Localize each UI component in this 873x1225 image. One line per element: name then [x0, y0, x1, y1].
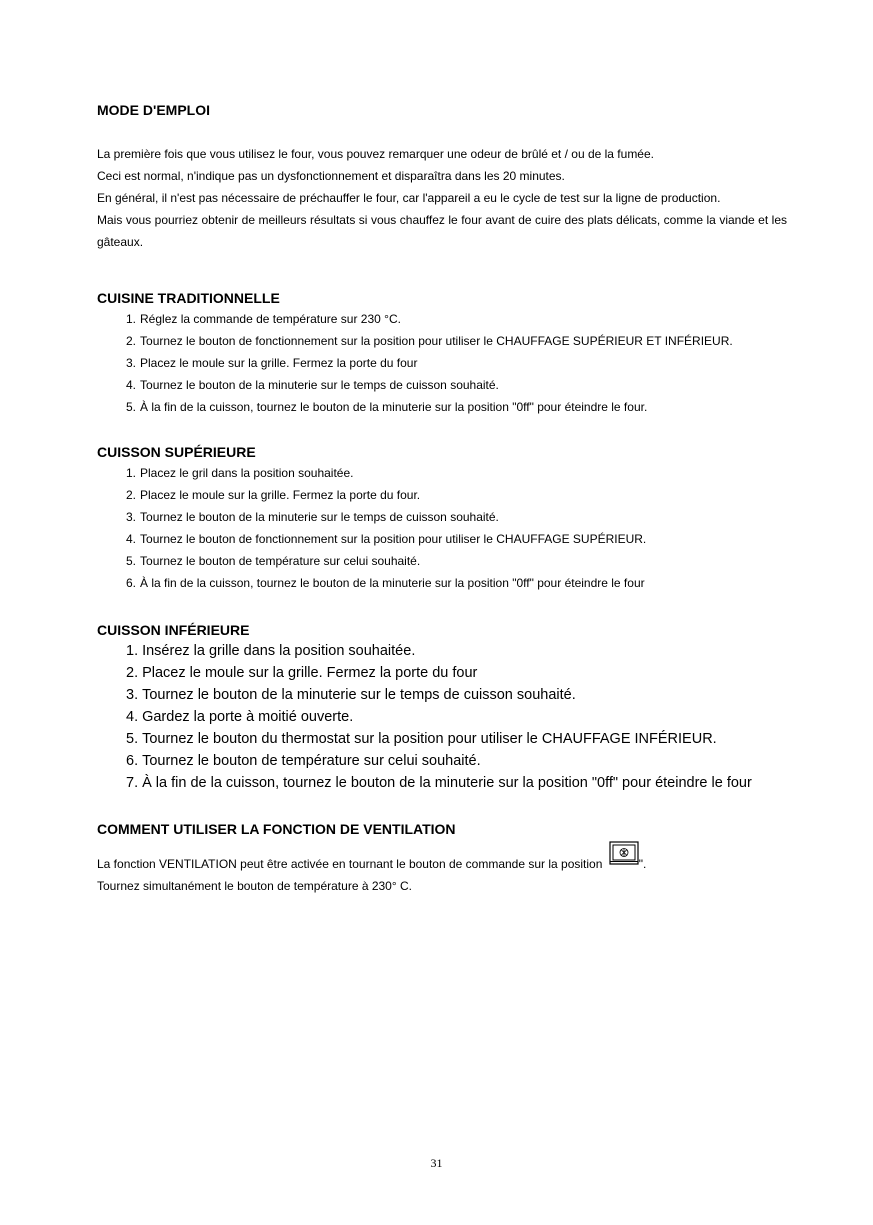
ventilation-text	[97, 847, 787, 897]
list-item: 2. Tournez le bouton de fonctionnement sur la position pour utiliser le CHAUFFAGE SUPÉRIEUR ET INFÉRIEUR.	[126, 334, 733, 348]
oven-fan-icon	[609, 841, 639, 865]
cuisine-traditionnelle-heading: CUISINE TRADITIONNELLE	[97, 290, 280, 306]
list-item: 1. Placez le gril dans la position souhaitée.	[126, 466, 354, 480]
cuisine-traditionnelle-section	[97, 289, 787, 307]
cuisson-superieure-section	[97, 443, 787, 461]
list-item: 1. Insérez la grille dans la position souhaitée.	[126, 643, 416, 659]
list-item: 1. Réglez la commande de température sur 230 °C.	[126, 312, 401, 326]
list-item: 5. Tournez le bouton de température sur celui souhaité.	[126, 554, 421, 568]
intro-line: En général, il n'est pas nécessaire de préchauffer le four, car l'appareil a eu le cycle de test sur la ligne de production.	[97, 191, 721, 205]
page-number: 31	[430, 1156, 443, 1170]
list-item: 4. Tournez le bouton de la minuterie sur le temps de cuisson souhaité.	[126, 378, 499, 392]
intro-line: La première fois que vous utilisez le four, vous pouvez remarquer une odeur de brûlé et / ou de la fumée.	[97, 147, 654, 161]
ventilation-section	[97, 820, 787, 838]
list-item: 2. Placez le moule sur la grille. Fermez la porte du four.	[126, 488, 421, 502]
list-item: 5. Tournez le bouton du thermostat sur la position pour utiliser le CHAUFFAGE INFÉRIEUR.	[126, 731, 717, 747]
intro-line: Mais vous pourriez obtenir de meilleurs résultats si vous chauffez le four avant de cuire des plats délicats, comme la viande et les gâteaux.	[97, 213, 787, 249]
cuisine-traditionnelle-steps	[97, 308, 787, 418]
ventilation-line: La fonction VENTILATION peut être activée en tournant le bouton de commande sur la position ".	[97, 847, 787, 875]
list-item: 7. À la fin de la cuisson, tournez le bouton de la minuterie sur la position "0ff" pour éteindre le four	[126, 775, 752, 791]
cuisson-inferieure-heading: CUISSON INFÉRIEURE	[97, 622, 250, 638]
intro-line: Ceci est normal, n'indique pas un dysfonctionnement et disparaîtra dans les 20 minutes.	[97, 169, 565, 183]
mode-emploi-text	[97, 143, 787, 253]
ventilation-heading: COMMENT UTILISER LA FONCTION DE VENTILATION	[97, 821, 456, 837]
mode-emploi-section	[97, 101, 787, 119]
list-item: 4. Gardez la porte à moitié ouverte.	[126, 709, 354, 725]
cuisson-inferieure-section	[97, 621, 787, 639]
list-item: 3. Tournez le bouton de la minuterie sur le temps de cuisson souhaité.	[126, 687, 576, 703]
cuisson-superieure-steps	[97, 462, 787, 594]
cuisson-inferieure-steps	[97, 640, 787, 794]
cuisson-superieure-heading: CUISSON SUPÉRIEURE	[97, 444, 256, 460]
list-item: 3. Tournez le bouton de la minuterie sur le temps de cuisson souhaité.	[126, 510, 499, 524]
mode-emploi-heading: MODE D'EMPLOI	[97, 102, 210, 118]
list-item: 2. Placez le moule sur la grille. Fermez la porte du four	[126, 665, 478, 681]
list-item: 5. À la fin de la cuisson, tournez le bouton de la minuterie sur la position "0ff" pour éteindre le four.	[126, 400, 648, 414]
list-item: 3. Placez le moule sur la grille. Fermez la porte du four	[126, 356, 418, 370]
list-item: 6. Tournez le bouton de température sur celui souhaité.	[126, 753, 481, 769]
list-item: 4. Tournez le bouton de fonctionnement sur la position pour utiliser le CHAUFFAGE SUPÉRIEUR.	[126, 532, 647, 546]
ventilation-line: Tournez simultanément le bouton de température à 230° C.	[97, 879, 412, 893]
list-item: 6. À la fin de la cuisson, tournez le bouton de la minuterie sur la position "0ff" pour éteindre le four	[126, 576, 645, 590]
